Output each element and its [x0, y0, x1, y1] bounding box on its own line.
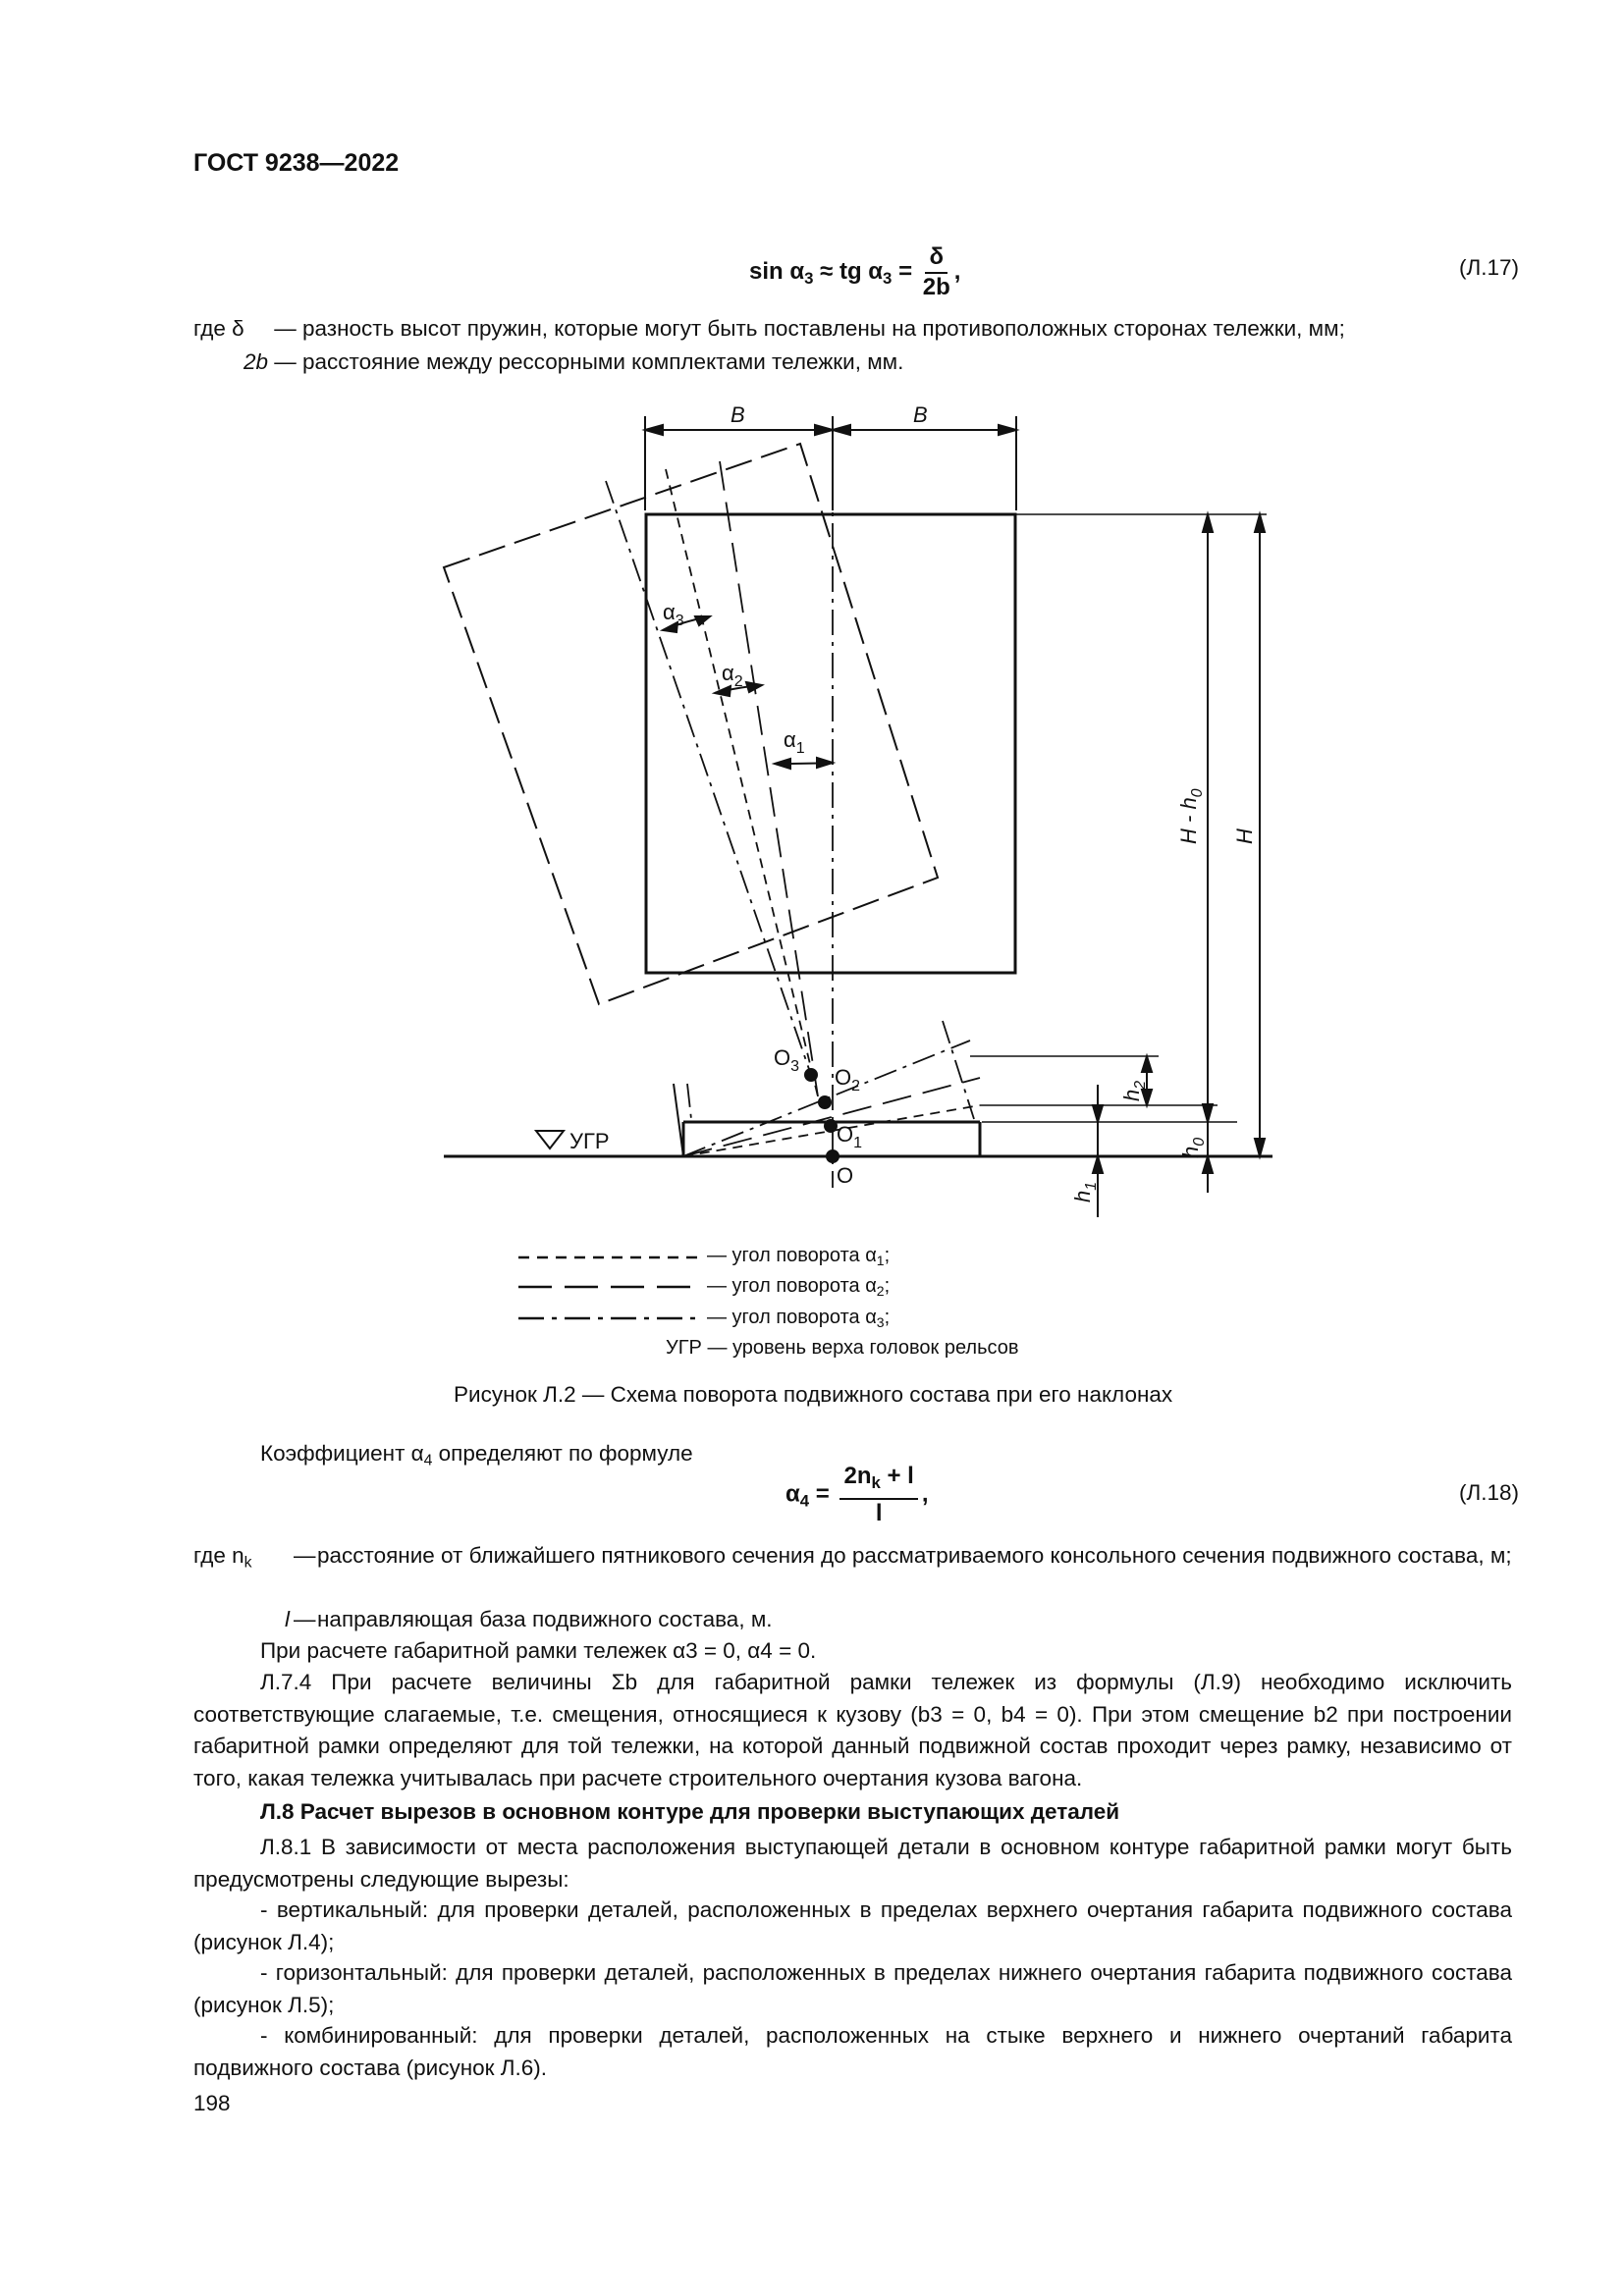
point-o2 — [819, 1096, 831, 1108]
legend-row-1: — угол поворота $\alpha_1$; — [707, 1245, 891, 1269]
svg-text:O2: $O_2$ — [835, 1065, 861, 1095]
formula-l17-fraction: $\frac{\delta}{2b}$ — [922, 243, 950, 300]
formula-l17: $\sin \alpha_3$ ≈ tg $\alpha_3$ = $\frac{\delta}{2b}$ , — [749, 243, 961, 300]
para-l8-1: Л.8.1 В зависимости от места расположения выступающей детали в основном контуре габаритной рамки могут быть предусмотрены следующие вырезы: — [193, 1835, 1512, 1892]
defs-l18-row-1: где $n_k$ — расстояние от ближайшего пятникового сечения до рассматриваемого консольного сечения подвижного состава, м; — [193, 1543, 1512, 1572]
axis-alpha-1 — [666, 469, 818, 1096]
legend-row-2: — угол поворота $\alpha_2$; — [707, 1275, 891, 1300]
tilted-body-outline — [444, 444, 938, 1004]
label-o: O — [837, 1163, 854, 1188]
arrow-b-right — [999, 425, 1016, 435]
arrow-b-mid-r — [833, 425, 850, 435]
axis-alpha-3 — [606, 481, 811, 1075]
formula-l18: $\alpha_4$ = $\frac{2n_k + l}{l}$ , — [785, 1463, 929, 1527]
svg-text:h0: $h_0$ — [1178, 1137, 1208, 1158]
axis-alpha-2 — [720, 461, 818, 1096]
point-o — [827, 1150, 839, 1162]
ugr-triangle-icon — [536, 1131, 564, 1148]
arrow-b-left — [645, 425, 663, 435]
legend-row-4: УГР — уровень верха головок рельсов — [666, 1337, 1019, 1359]
figure-caption: Рисунок Л.2 — Схема поворота подвижного состава при его наклонах — [454, 1382, 1173, 1407]
svg-text:h2: $h_2$ — [1119, 1080, 1149, 1101]
svg-text:α2: $\alpha_2$ — [722, 661, 743, 690]
formula-l17-number: (Л.17) — [1459, 255, 1520, 280]
page-number: 198 — [193, 2091, 231, 2115]
label-b-left: B — [731, 402, 745, 427]
svg-text:O3: $O_3$ — [774, 1045, 800, 1075]
para-alpha-zero: При расчете габаритной рамки тележек α3 = 0, α4 = 0. — [260, 1638, 817, 1663]
para-vertical: - вертикальный: для проверки деталей, расположенных в пределах верхнего очертания габарита подвижного состава (рисунок Л.4); — [193, 1897, 1512, 1954]
svg-text:O1: $O_1$ — [837, 1122, 863, 1151]
formula-l18-number: (Л.18) — [1459, 1480, 1520, 1505]
coef-intro: Коэффициент $\alpha_4$ определяют по формуле — [260, 1441, 693, 1469]
formula-l18-fraction: $\frac{2n_k + l}{l}$ — [839, 1463, 917, 1527]
svg-text:h1: $h_1$ — [1070, 1181, 1100, 1202]
para-combined: - комбинированный: для проверки деталей, расположенных на стыке верхнего и нижнего очертаний габарита подвижного состава (рисунок Л.6). — [193, 2023, 1512, 2080]
formula-l17-lhs: sin α — [749, 257, 805, 285]
label-ugr: УГР — [569, 1129, 610, 1153]
defs-l18-row-2: l — направляющая база подвижного состава, м. — [285, 1607, 773, 1631]
defs-l17-row-2: 2b — расстояние между рессорными комплектами тележки, мм. — [243, 349, 904, 374]
para-l7-4: Л.7.4 При расчете величины Σb для габаритной рамки тележек из формулы (Л.9) необходимо исключить соответствующие слагаемые, т.е. смещения, относящиеся к кузову (b3 = 0, b4 = 0). При этом смещение b2 при построении габаритной рамки определяют для той тележки, на которой данный подвижной состав проходит через рамку, независимо от того, какая тележка учитывалась при расчете строительного очертания кузова вагона. — [193, 1670, 1512, 1790]
label-h: H — [1232, 828, 1257, 844]
label-b-right: B — [913, 402, 928, 427]
legend-row-3: — угол поворота $\alpha_3$; — [707, 1307, 891, 1331]
document-header: ГОСТ 9238—2022 — [193, 149, 400, 177]
defs-l17-row-1: где δ — разность высот пружин, которые могут быть поставлены на противоположных сторонах тележки, мм; — [193, 316, 1345, 341]
vehicle-body-outline — [646, 514, 1015, 973]
point-o3 — [805, 1069, 817, 1081]
point-o1 — [825, 1120, 837, 1132]
section-title-l8: Л.8 Расчет вырезов в основном контуре для проверки выступающих деталей — [260, 1799, 1120, 1824]
svg-text:α1: $\alpha_1$ — [784, 727, 805, 757]
svg-text:H - h0: H - $h_0$ — [1176, 788, 1206, 844]
svg-text:α3: $\alpha_3$ — [663, 600, 684, 629]
para-horizontal: - горизонтальный: для проверки деталей, расположенных в пределах нижнего очертания габарита подвижного состава (рисунок Л.5); — [193, 1960, 1512, 2017]
